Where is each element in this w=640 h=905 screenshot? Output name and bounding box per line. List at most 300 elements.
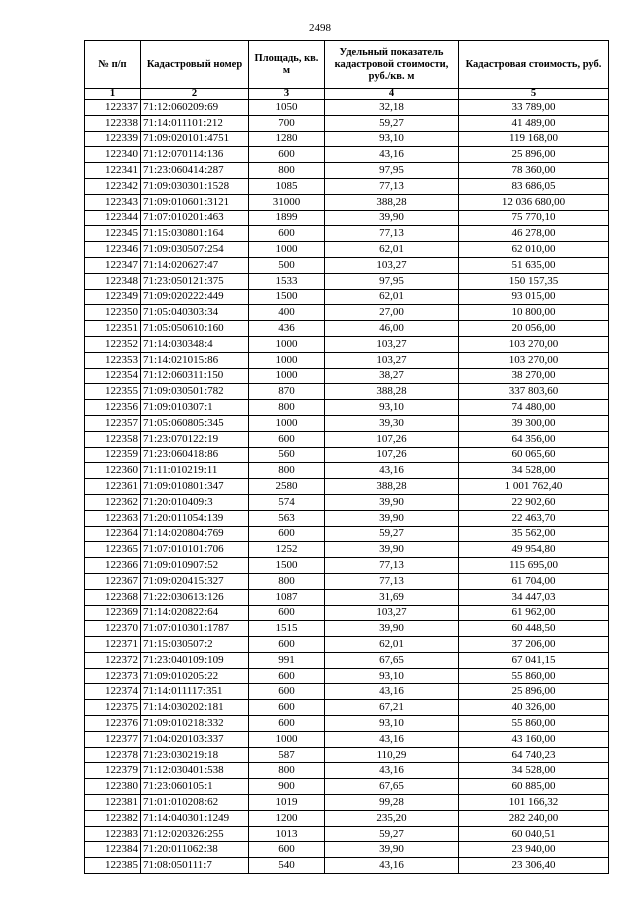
cadastral-value-cell: 38 270,00 [459,368,609,384]
unit-value-cell: 77,13 [325,558,459,574]
unit-value-cell: 38,27 [325,368,459,384]
column-number: 5 [459,89,609,100]
row-index-cell: 122372 [85,652,141,668]
unit-value-cell: 93,10 [325,400,459,416]
area-cell: 400 [249,305,325,321]
unit-value-cell: 77,13 [325,573,459,589]
area-cell: 2580 [249,479,325,495]
area-cell: 1087 [249,589,325,605]
area-cell: 1000 [249,242,325,258]
cadastral-value-cell: 34 528,00 [459,463,609,479]
row-index-cell: 122380 [85,779,141,795]
row-index-cell: 122361 [85,479,141,495]
row-index-cell: 122381 [85,795,141,811]
row-index-cell: 122383 [85,826,141,842]
unit-value-cell: 77,13 [325,178,459,194]
table-row [85,194,609,210]
cadastral-number-cell: 71:09:030301:1528 [141,178,249,194]
unit-value-cell: 43,16 [325,763,459,779]
cadastral-value-cell: 119 168,00 [459,131,609,147]
row-index-cell: 122379 [85,763,141,779]
header-cadastral-number: Кадастровый номер [141,41,249,89]
area-cell: 587 [249,747,325,763]
row-index-cell: 122352 [85,336,141,352]
unit-value-cell: 107,26 [325,447,459,463]
area-cell: 1019 [249,795,325,811]
row-index-cell: 122375 [85,700,141,716]
cadastral-value-cell: 25 896,00 [459,684,609,700]
cadastral-number-cell: 71:15:030507:2 [141,637,249,653]
table-row [85,668,609,684]
unit-value-cell: 93,10 [325,716,459,732]
cadastral-value-cell: 61 704,00 [459,573,609,589]
cadastral-number-cell: 71:14:030202:181 [141,700,249,716]
area-cell: 870 [249,384,325,400]
row-index-cell: 122373 [85,668,141,684]
cadastral-number-cell: 71:14:030348:4 [141,336,249,352]
cadastral-number-cell: 71:08:050111:7 [141,858,249,874]
cadastral-number-cell: 71:05:040303:34 [141,305,249,321]
area-cell: 600 [249,637,325,653]
row-index-cell: 122364 [85,526,141,542]
row-index-cell: 122376 [85,716,141,732]
cadastral-number-cell: 71:09:010205:22 [141,668,249,684]
table-row [85,257,609,273]
cadastral-number-cell: 71:23:050121:375 [141,273,249,289]
cadastral-number-cell: 71:23:030219:18 [141,747,249,763]
row-index-cell: 122384 [85,842,141,858]
cadastral-number-cell: 71:23:060105:1 [141,779,249,795]
unit-value-cell: 103,27 [325,336,459,352]
row-index-cell: 122363 [85,510,141,526]
cadastral-number-cell: 71:07:010201:463 [141,210,249,226]
cadastral-number-cell: 71:09:030507:254 [141,242,249,258]
cadastral-value-cell: 60 448,50 [459,621,609,637]
table-row [85,384,609,400]
unit-value-cell: 97,95 [325,273,459,289]
cadastral-number-cell: 71:22:030613:126 [141,589,249,605]
table-row [85,558,609,574]
unit-value-cell: 388,28 [325,479,459,495]
cadastral-number-cell: 71:12:060311:150 [141,368,249,384]
unit-value-cell: 39,30 [325,415,459,431]
row-index-cell: 122337 [85,100,141,116]
unit-value-cell: 97,95 [325,163,459,179]
unit-value-cell: 62,01 [325,289,459,305]
unit-value-cell: 39,90 [325,210,459,226]
unit-value-cell: 62,01 [325,637,459,653]
table-row [85,368,609,384]
unit-value-cell: 39,90 [325,510,459,526]
area-cell: 1533 [249,273,325,289]
row-index-cell: 122343 [85,194,141,210]
row-index-cell: 122349 [85,289,141,305]
cadastral-value-cell: 78 360,00 [459,163,609,179]
table-row [85,652,609,668]
cadastral-number-cell: 71:14:011101:212 [141,115,249,131]
cadastral-number-cell: 71:12:030401:538 [141,763,249,779]
cadastral-number-cell: 71:11:010219:11 [141,463,249,479]
area-cell: 700 [249,115,325,131]
unit-value-cell: 235,20 [325,810,459,826]
area-cell: 800 [249,400,325,416]
table-body [85,100,609,874]
table-row [85,810,609,826]
table-row [85,542,609,558]
unit-value-cell: 39,90 [325,494,459,510]
unit-value-cell: 103,27 [325,257,459,273]
area-cell: 600 [249,700,325,716]
row-index-cell: 122344 [85,210,141,226]
cadastral-value-cell: 23 306,40 [459,858,609,874]
cadastral-value-cell: 23 940,00 [459,842,609,858]
table-row [85,463,609,479]
table-row [85,147,609,163]
cadastral-number-cell: 71:14:021015:86 [141,352,249,368]
cadastral-number-cell: 71:14:020804:769 [141,526,249,542]
cadastral-number-cell: 71:05:060805:345 [141,415,249,431]
cadastral-value-cell: 62 010,00 [459,242,609,258]
area-cell: 600 [249,526,325,542]
unit-value-cell: 43,16 [325,463,459,479]
unit-value-cell: 31,69 [325,589,459,605]
column-number: 4 [325,89,459,100]
table-row [85,731,609,747]
cadastral-number-cell: 71:23:060414:287 [141,163,249,179]
row-index-cell: 122378 [85,747,141,763]
column-number: 1 [85,89,141,100]
table-row [85,226,609,242]
area-cell: 800 [249,763,325,779]
cadastral-table [84,40,609,874]
unit-value-cell: 43,16 [325,684,459,700]
cadastral-value-cell: 34 528,00 [459,763,609,779]
cadastral-number-cell: 71:04:020103:337 [141,731,249,747]
cadastral-number-cell: 71:07:010301:1787 [141,621,249,637]
cadastral-number-cell: 71:23:040109:109 [141,652,249,668]
cadastral-number-cell: 71:12:070114:136 [141,147,249,163]
cadastral-number-cell: 71:09:030501:782 [141,384,249,400]
area-cell: 1515 [249,621,325,637]
cadastral-number-cell: 71:09:010218:332 [141,716,249,732]
header-area: Площадь, кв. м [249,41,325,89]
table-row [85,526,609,542]
cadastral-value-cell: 20 056,00 [459,321,609,337]
unit-value-cell: 67,65 [325,652,459,668]
unit-value-cell: 67,21 [325,700,459,716]
cadastral-value-cell: 101 166,32 [459,795,609,811]
cadastral-value-cell: 46 278,00 [459,226,609,242]
cadastral-value-cell: 51 635,00 [459,257,609,273]
area-cell: 560 [249,447,325,463]
cadastral-number-cell: 71:23:070122:19 [141,431,249,447]
unit-value-cell: 107,26 [325,431,459,447]
table-row [85,621,609,637]
table-row [85,842,609,858]
cadastral-number-cell: 71:14:020627:47 [141,257,249,273]
area-cell: 600 [249,147,325,163]
row-index-cell: 122365 [85,542,141,558]
table-row [85,779,609,795]
cadastral-number-cell: 71:15:030801:164 [141,226,249,242]
unit-value-cell: 39,90 [325,842,459,858]
cadastral-value-cell: 103 270,00 [459,352,609,368]
row-index-cell: 122339 [85,131,141,147]
table-row [85,321,609,337]
header-row [85,41,609,89]
table-row [85,447,609,463]
cadastral-value-cell: 55 860,00 [459,668,609,684]
row-index-cell: 122341 [85,163,141,179]
row-index-cell: 122370 [85,621,141,637]
area-cell: 800 [249,463,325,479]
area-cell: 540 [249,858,325,874]
column-number-row [85,89,609,100]
unit-value-cell: 27,00 [325,305,459,321]
table-row [85,289,609,305]
area-cell: 1500 [249,289,325,305]
cadastral-number-cell: 71:12:060209:69 [141,100,249,116]
cadastral-value-cell: 74 480,00 [459,400,609,416]
cadastral-value-cell: 25 896,00 [459,147,609,163]
row-index-cell: 122369 [85,605,141,621]
unit-value-cell: 103,27 [325,605,459,621]
unit-value-cell: 39,90 [325,542,459,558]
area-cell: 1899 [249,210,325,226]
cadastral-value-cell: 60 040,51 [459,826,609,842]
table-row [85,605,609,621]
table-row [85,210,609,226]
unit-value-cell: 388,28 [325,384,459,400]
area-cell: 600 [249,842,325,858]
table-row [85,510,609,526]
unit-value-cell: 388,28 [325,194,459,210]
unit-value-cell: 77,13 [325,226,459,242]
cadastral-number-cell: 71:12:020326:255 [141,826,249,842]
cadastral-number-cell: 71:09:020101:4751 [141,131,249,147]
cadastral-value-cell: 103 270,00 [459,336,609,352]
cadastral-value-cell: 40 326,00 [459,700,609,716]
cadastral-number-cell: 71:09:020222:449 [141,289,249,305]
cadastral-number-cell: 71:14:011117:351 [141,684,249,700]
table-row [85,589,609,605]
table-row [85,305,609,321]
area-cell: 1000 [249,368,325,384]
row-index-cell: 122340 [85,147,141,163]
row-index-cell: 122355 [85,384,141,400]
area-cell: 900 [249,779,325,795]
header-cadastral-value: Кадастровая стоимость, руб. [459,41,609,89]
area-cell: 600 [249,605,325,621]
unit-value-cell: 93,10 [325,131,459,147]
row-index-cell: 122353 [85,352,141,368]
column-number: 2 [141,89,249,100]
cadastral-number-cell: 71:09:020415:327 [141,573,249,589]
area-cell: 600 [249,668,325,684]
cadastral-number-cell: 71:20:011062:38 [141,842,249,858]
cadastral-value-cell: 64 740,23 [459,747,609,763]
table-row [85,100,609,116]
unit-value-cell: 59,27 [325,115,459,131]
unit-value-cell: 93,10 [325,668,459,684]
cadastral-number-cell: 71:09:010907:52 [141,558,249,574]
cadastral-value-cell: 22 463,70 [459,510,609,526]
cadastral-value-cell: 10 800,00 [459,305,609,321]
area-cell: 1280 [249,131,325,147]
area-cell: 1000 [249,352,325,368]
table-row [85,858,609,874]
unit-value-cell: 32,18 [325,100,459,116]
area-cell: 1000 [249,415,325,431]
area-cell: 1000 [249,731,325,747]
cadastral-value-cell: 61 962,00 [459,605,609,621]
area-cell: 800 [249,163,325,179]
cadastral-number-cell: 71:20:010409:3 [141,494,249,510]
area-cell: 800 [249,573,325,589]
row-index-cell: 122371 [85,637,141,653]
cadastral-number-cell: 71:20:011054:139 [141,510,249,526]
row-index-cell: 122374 [85,684,141,700]
row-index-cell: 122345 [85,226,141,242]
area-cell: 600 [249,226,325,242]
unit-value-cell: 39,90 [325,621,459,637]
cadastral-number-cell: 71:09:010801:347 [141,479,249,495]
cadastral-value-cell: 282 240,00 [459,810,609,826]
table-row [85,400,609,416]
area-cell: 1200 [249,810,325,826]
cadastral-value-cell: 67 041,15 [459,652,609,668]
table-row [85,479,609,495]
area-cell: 574 [249,494,325,510]
row-index-cell: 122367 [85,573,141,589]
table-row [85,763,609,779]
table-row [85,336,609,352]
row-index-cell: 122342 [85,178,141,194]
area-cell: 1500 [249,558,325,574]
row-index-cell: 122351 [85,321,141,337]
area-cell: 600 [249,684,325,700]
cadastral-value-cell: 1 001 762,40 [459,479,609,495]
table-row [85,115,609,131]
area-cell: 991 [249,652,325,668]
area-cell: 500 [249,257,325,273]
row-index-cell: 122368 [85,589,141,605]
row-index-cell: 122358 [85,431,141,447]
cadastral-value-cell: 41 489,00 [459,115,609,131]
cadastral-value-cell: 60 065,60 [459,447,609,463]
area-cell: 31000 [249,194,325,210]
column-number: 3 [249,89,325,100]
row-index-cell: 122366 [85,558,141,574]
unit-value-cell: 43,16 [325,147,459,163]
table-row [85,826,609,842]
cadastral-value-cell: 64 356,00 [459,431,609,447]
area-cell: 1000 [249,336,325,352]
table-row [85,415,609,431]
row-index-cell: 122346 [85,242,141,258]
row-index-cell: 122362 [85,494,141,510]
table-row [85,747,609,763]
table-row [85,494,609,510]
row-index-cell: 122377 [85,731,141,747]
row-index-cell: 122385 [85,858,141,874]
cadastral-value-cell: 33 789,00 [459,100,609,116]
row-index-cell: 122350 [85,305,141,321]
area-cell: 600 [249,431,325,447]
row-index-cell: 122382 [85,810,141,826]
table-row [85,573,609,589]
table-row [85,684,609,700]
unit-value-cell: 99,28 [325,795,459,811]
area-cell: 436 [249,321,325,337]
cadastral-number-cell: 71:14:020822:64 [141,605,249,621]
unit-value-cell: 103,27 [325,352,459,368]
table-row [85,163,609,179]
header-unit-value: Удельный показатель кадастровой стоимости, руб./кв. м [325,41,459,89]
unit-value-cell: 46,00 [325,321,459,337]
row-index-cell: 122347 [85,257,141,273]
cadastral-value-cell: 93 015,00 [459,289,609,305]
cadastral-value-cell: 150 157,35 [459,273,609,289]
row-index-cell: 122359 [85,447,141,463]
cadastral-value-cell: 337 803,60 [459,384,609,400]
cadastral-value-cell: 35 562,00 [459,526,609,542]
table-row [85,131,609,147]
cadastral-number-cell: 71:07:010101:706 [141,542,249,558]
area-cell: 563 [249,510,325,526]
table-row [85,178,609,194]
header-index: № п/п [85,41,141,89]
unit-value-cell: 62,01 [325,242,459,258]
cadastral-number-cell: 71:01:010208:62 [141,795,249,811]
row-index-cell: 122357 [85,415,141,431]
unit-value-cell: 43,16 [325,731,459,747]
area-cell: 1013 [249,826,325,842]
cadastral-value-cell: 37 206,00 [459,637,609,653]
cadastral-value-cell: 115 695,00 [459,558,609,574]
page-number: 2498 [309,22,331,34]
row-index-cell: 122348 [85,273,141,289]
cadastral-value-cell: 34 447,03 [459,589,609,605]
table-row [85,273,609,289]
area-cell: 1252 [249,542,325,558]
unit-value-cell: 59,27 [325,526,459,542]
area-cell: 1085 [249,178,325,194]
cadastral-value-cell: 55 860,00 [459,716,609,732]
row-index-cell: 122356 [85,400,141,416]
cadastral-number-cell: 71:14:040301:1249 [141,810,249,826]
row-index-cell: 122360 [85,463,141,479]
cadastral-number-cell: 71:09:010307:1 [141,400,249,416]
cadastral-number-cell: 71:09:010601:3121 [141,194,249,210]
table-row [85,242,609,258]
cadastral-value-cell: 83 686,05 [459,178,609,194]
cadastral-value-cell: 43 160,00 [459,731,609,747]
cadastral-value-cell: 12 036 680,00 [459,194,609,210]
cadastral-number-cell: 71:05:050610:160 [141,321,249,337]
unit-value-cell: 110,29 [325,747,459,763]
table-row [85,700,609,716]
table-row [85,431,609,447]
table-row [85,795,609,811]
area-cell: 1050 [249,100,325,116]
table-row [85,716,609,732]
cadastral-value-cell: 22 902,60 [459,494,609,510]
unit-value-cell: 59,27 [325,826,459,842]
table-row [85,637,609,653]
row-index-cell: 122354 [85,368,141,384]
unit-value-cell: 43,16 [325,858,459,874]
